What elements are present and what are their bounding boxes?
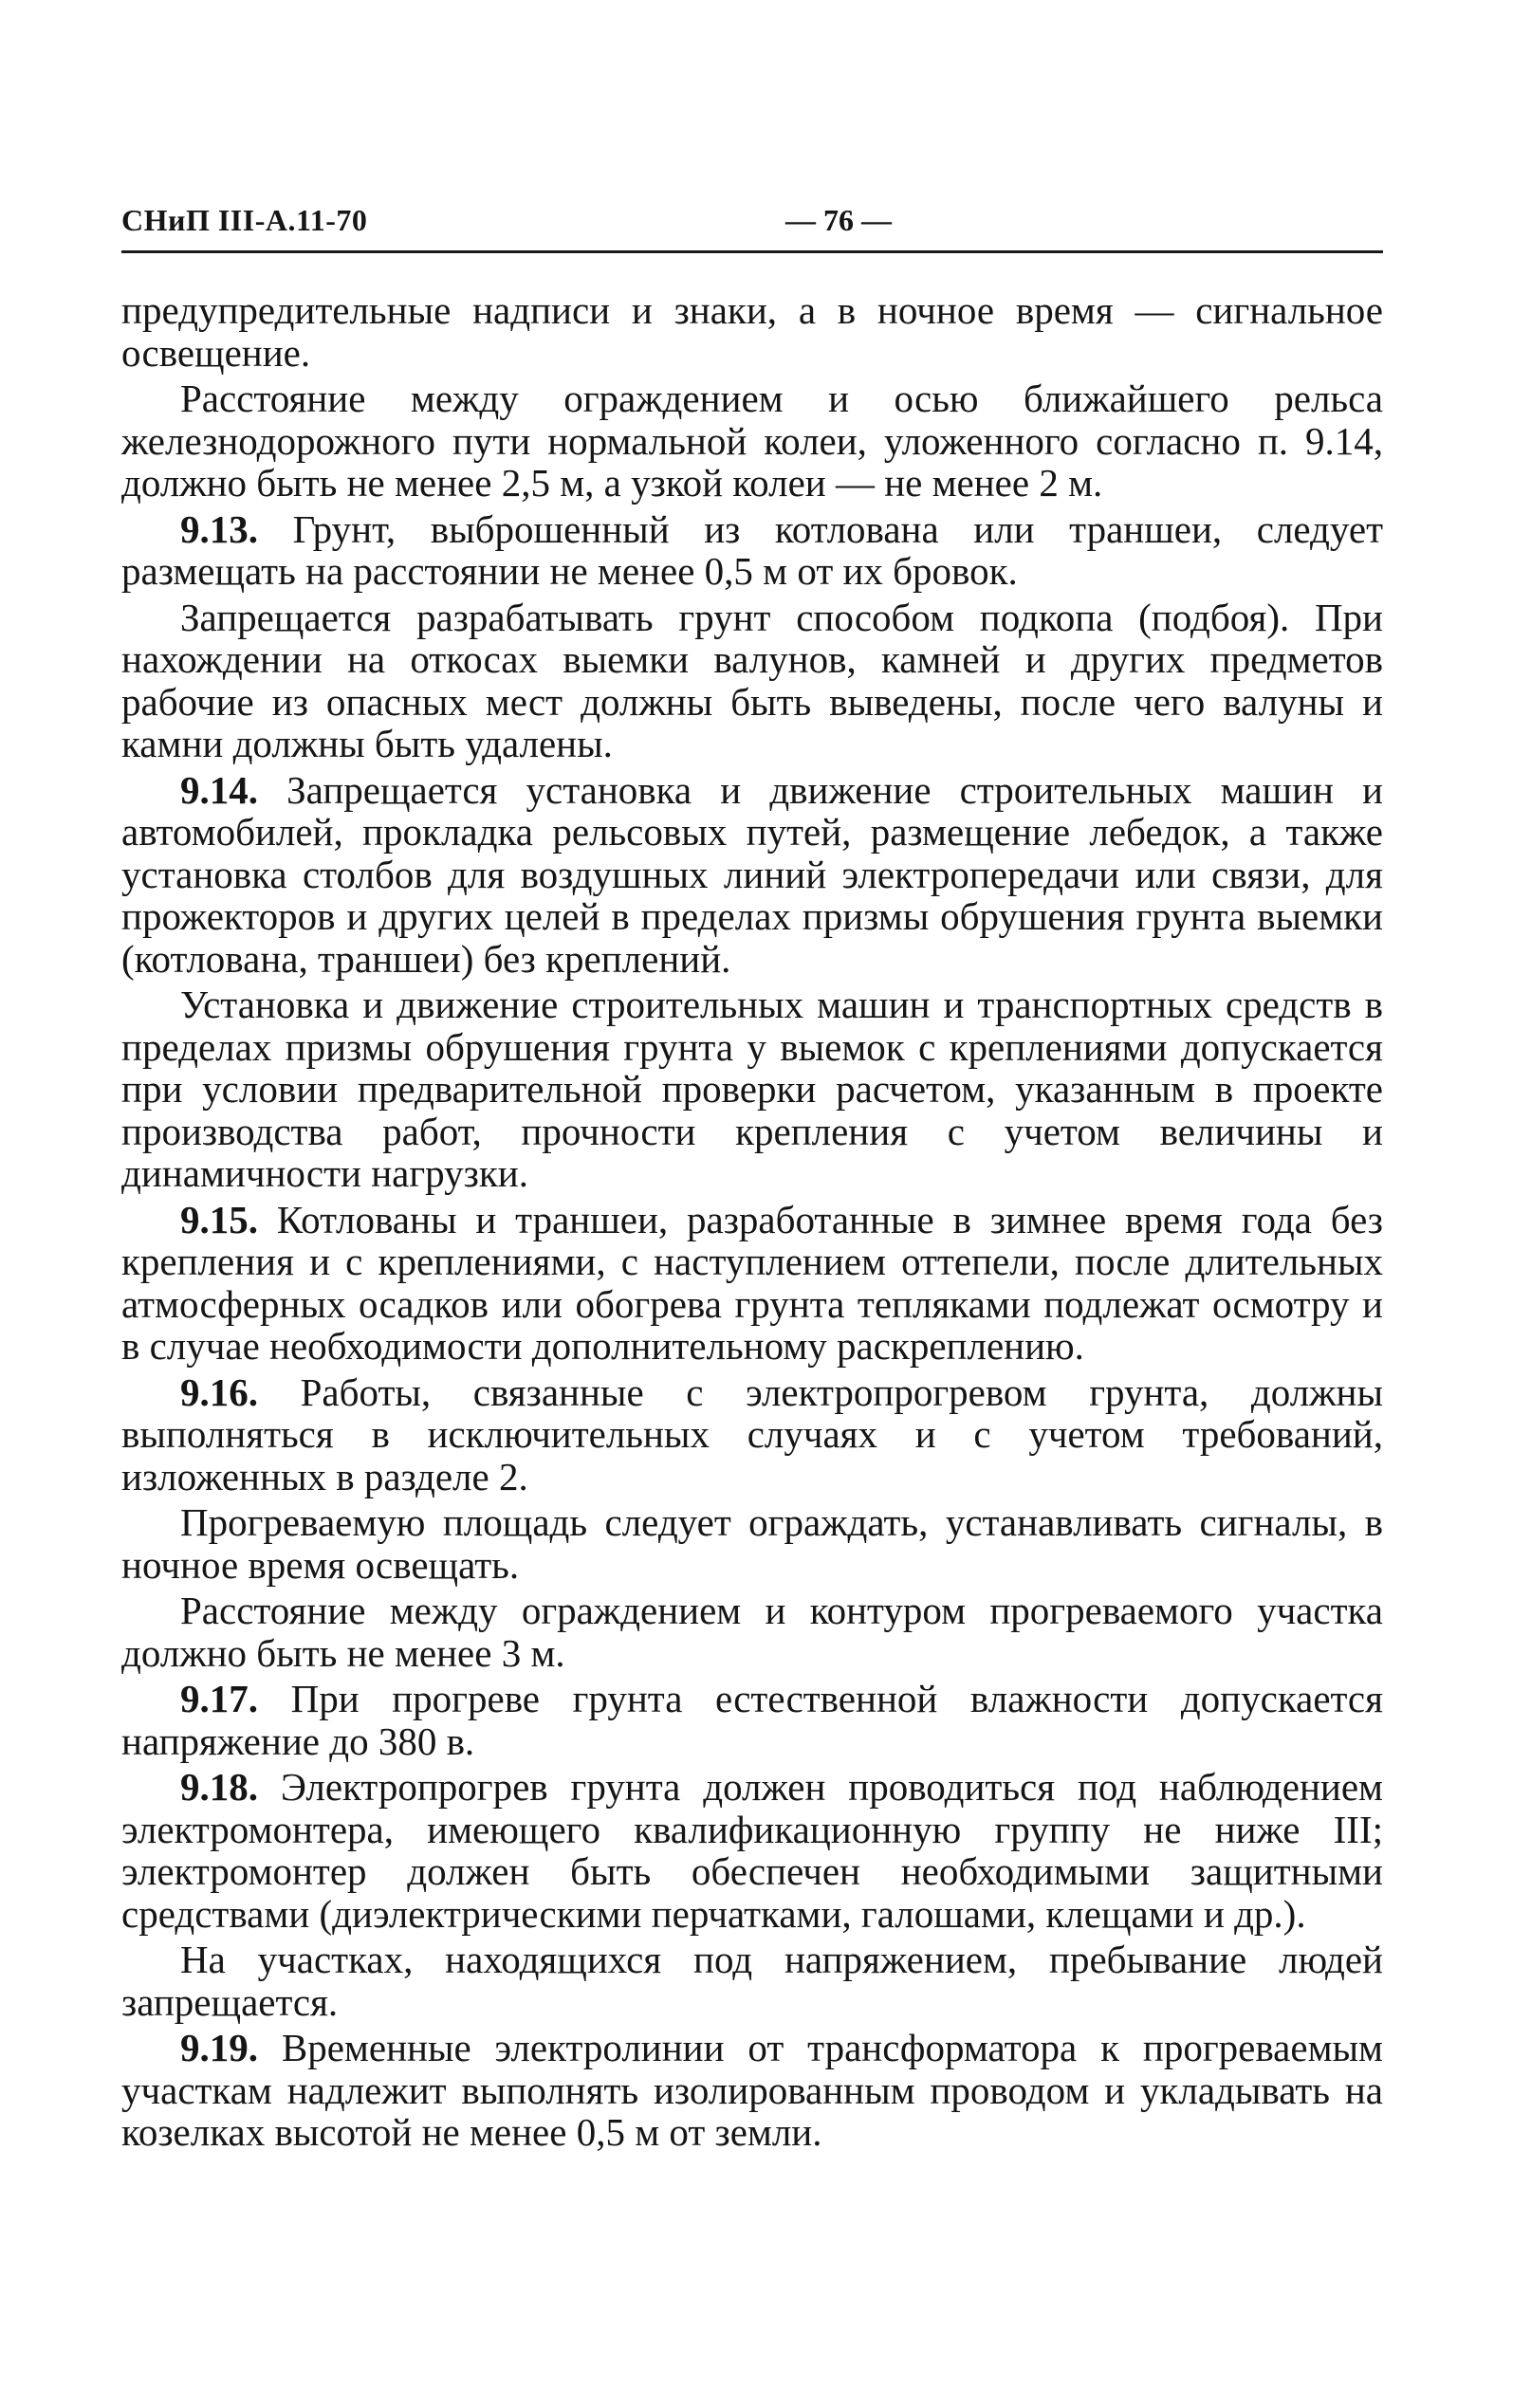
clause-number: 9.18.: [180, 1765, 258, 1809]
header-rule: [121, 250, 1383, 253]
paragraph: Расстояние между ограждением и осью ближайшего рельса железнодорожного пути нормальной колеи, уложенного согласно п. 9.14, должно быть не менее 2,5 м, а узкой колеи — не менее 2 м.: [121, 377, 1383, 505]
page-header: [121, 197, 1383, 250]
clause-9-14: 9.14. Запрещается установка и движение строительных машин и автомобилей, прокладка рельсовых путей, размещение лебедок, а также установка столбов для воздушных линий электропередачи или связи, для прожекторов и других целей в пределах призмы обрушения грунта выемки (котлована, траншеи) без креплений.: [121, 767, 1383, 981]
paragraph: На участках, находящихся под напряжением, пребывание людей запрещается.: [121, 1938, 1383, 2024]
clause-9-17: 9.17. При прогреве грунта естественной влажности допускается напряжение до 380 в.: [121, 1677, 1383, 1763]
paragraph: Расстояние между ограждением и контуром прогреваемого участка должно быть не менее 3 м.: [121, 1589, 1383, 1675]
page-number: — 76 —: [785, 203, 892, 237]
clause-number: 9.17.: [180, 1677, 258, 1720]
document-body: [121, 289, 1383, 2158]
clause-number: 9.13.: [180, 506, 258, 551]
standard-code: СНиП III-А.11-70: [121, 203, 368, 237]
clause-9-19: 9.19. Временные электролинии от трансформатора к прогреваемым участкам надлежит выполнять изолированным проводом и укладывать на козелках высотой не менее 0,5 м от земли.: [121, 2026, 1384, 2154]
clause-9-13: 9.13. Грунт, выброшенный из котлована или траншеи, следует размещать на расстоянии не менее 0,5 м от их бровок.: [121, 506, 1383, 593]
clause-number: 9.16.: [180, 1369, 258, 1414]
clause-number: 9.15.: [180, 1197, 258, 1241]
paragraph: Установка и движение строительных машин и транспортных средств в пределах призмы обрушения грунта у выемок с креплениями допускается при условии предварительной проверки расчетом, указанным в проекте производства работ, прочности крепления с учетом величины и динамичности нагрузки.: [121, 983, 1383, 1195]
paragraph: Прогреваемую площадь следует ограждать, устанавливать сигналы, в ночное время освещать.: [121, 1500, 1383, 1587]
clause-9-16: 9.16. Работы, связанные с электропрогревом грунта, должны выполняться в исключительных случаях и с учетом требований, изложенных в разделе 2.: [121, 1369, 1384, 1498]
clause-9-18: 9.18. Электропрогрев грунта должен проводиться под наблюдением электромонтера, имеющего квалификационную группу не ниже III; электромонтер должен быть обеспечен необходимыми защитными средствами (диэлектрическими перчатками, галошами, клещами и др.).: [121, 1765, 1383, 1936]
paragraph: предупредительные надписи и знаки, а в ночное время — сигнальное освещение.: [121, 288, 1383, 375]
clause-9-15: 9.15. Котлованы и траншеи, разработанные в зимнее время года без крепления и с креплениями, с наступлением оттепели, после длительных атмосферных осадков или обогрева грунта тепляками подлежат осмотру и в случае необходимости дополнительному раскреплению.: [121, 1197, 1383, 1368]
paragraph: Запрещается разрабатывать грунт способом подкопа (подбоя). При нахождении на откосах выемки валунов, камней и других предметов рабочие из опасных мест должны быть выведены, после чего валуны и камни должны быть удалены.: [121, 595, 1383, 765]
clause-number: 9.14.: [180, 767, 258, 812]
clause-number: 9.19.: [180, 2026, 258, 2069]
